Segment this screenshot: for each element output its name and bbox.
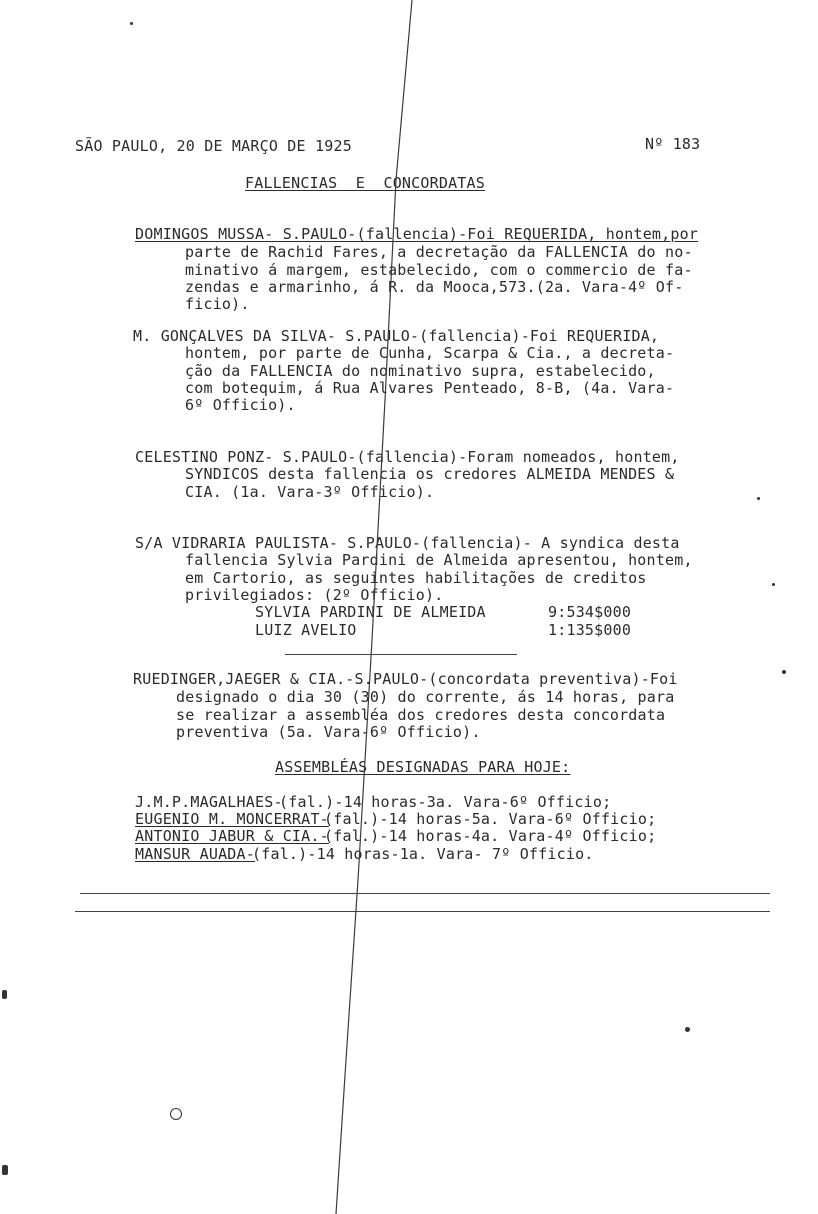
scan-speck: [170, 1108, 182, 1120]
assemblies-title: ASSEMBLÉAS DESIGNADAS PARA HOJE:: [275, 758, 571, 776]
scan-speck: [2, 1165, 8, 1175]
credit-amount: 9:534$000: [548, 603, 632, 621]
entry-line: DOMINGOS MUSSA- S.PAULO-(fallencia)-Foi REQUERIDA, hontem,por: [135, 225, 699, 243]
scan-speck: [2, 990, 7, 999]
entry-line: em Cartorio, as seguintes habilitações de creditos: [185, 569, 647, 587]
entry-line: minativo á margem, estabelecido, com o commercio de fa-: [185, 261, 693, 279]
entry-line: parte de Rachid Fares, a decretação da FALLENCIA do no-: [185, 243, 693, 261]
document-title: FALLENCIAS E CONCORDATAS: [245, 174, 485, 192]
assembly-name: J.M.P.MAGALHAES-: [135, 793, 283, 811]
entry-line: privilegiados: (2º Officio).: [185, 586, 444, 604]
scan-speck: [130, 22, 133, 25]
entry-line: hontem, por parte de Cunha, Scarpa & Cia., a decreta-: [185, 344, 675, 362]
scan-speck: [782, 670, 786, 674]
entry-line: se realizar a assembléa dos credores desta concordata: [176, 706, 666, 724]
assembly-detail: (fal.)-14 horas-1a. Vara- 7º Officio.: [252, 845, 594, 863]
entry-line: SYNDICOS desta fallencia os credores ALMEIDA MENDES &: [185, 465, 675, 483]
assembly-name: ANTONIO JABUR & CIA.-: [135, 827, 329, 845]
assembly-detail: (fal.)-14 horas-3a. Vara-6º Officio;: [279, 793, 612, 811]
entry-line: M. GONÇALVES DA SILVA- S.PAULO-(fallencia)-Foi REQUERIDA,: [133, 327, 660, 345]
entry-line: zendas e armarinho, á R. da Mooca,573.(2a. Vara-4º Of-: [185, 278, 684, 296]
document-number: Nº 183: [645, 135, 701, 153]
entry-line: com botequim, á Rua Alvares Penteado, 8-B, (4a. Vara-: [185, 379, 675, 397]
bottom-rule-lower: [75, 911, 770, 912]
entry-line: ção da FALLENCIA do nominativo supra, estabelecido,: [185, 362, 656, 380]
entry-line: fallencia Sylvia Pardini de Almeida apresentou, hontem,: [185, 551, 693, 569]
credit-name: LUIZ AVELIO: [255, 621, 357, 639]
assembly-name: EUGENIO M. MONCERRAT-: [135, 810, 329, 828]
bottom-rule-upper: [80, 893, 770, 894]
credit-name: SYLVIA PARDINI DE ALMEIDA: [255, 603, 486, 621]
scan-speck: [685, 1027, 690, 1032]
entry-line: designado o dia 30 (30) do corrente, ás 14 horas, para: [176, 688, 675, 706]
place-date: SÃO PAULO, 20 DE MARÇO DE 1925: [75, 137, 352, 155]
credit-amount: 1:135$000: [548, 621, 632, 639]
entry-line: S/A VIDRARIA PAULISTA- S.PAULO-(fallencia)- A syndica desta: [135, 534, 680, 552]
section-divider: [285, 654, 517, 655]
entry-line: ficio).: [185, 295, 250, 313]
assembly-detail: (fal.)-14 horas-5a. Vara-6º Officio;: [324, 810, 657, 828]
assembly-name: MANSUR AUADA-: [135, 845, 255, 863]
entry-line: preventiva (5a. Vara-6º Officio).: [176, 723, 481, 741]
entry-line: RUEDINGER,JAEGER & CIA.-S.PAULO-(concordata preventiva)-Foi: [133, 670, 678, 688]
assembly-detail: (fal.)-14 horas-4a. Vara-4º Officio;: [324, 827, 657, 845]
entry-line: CIA. (1a. Vara-3º Officio).: [185, 483, 435, 501]
entry-line: 6º Officio).: [185, 396, 296, 414]
scan-speck: [757, 497, 760, 500]
entry-line: CELESTINO PONZ- S.PAULO-(fallencia)-Foram nomeados, hontem,: [135, 448, 680, 466]
scan-speck: [772, 583, 775, 586]
